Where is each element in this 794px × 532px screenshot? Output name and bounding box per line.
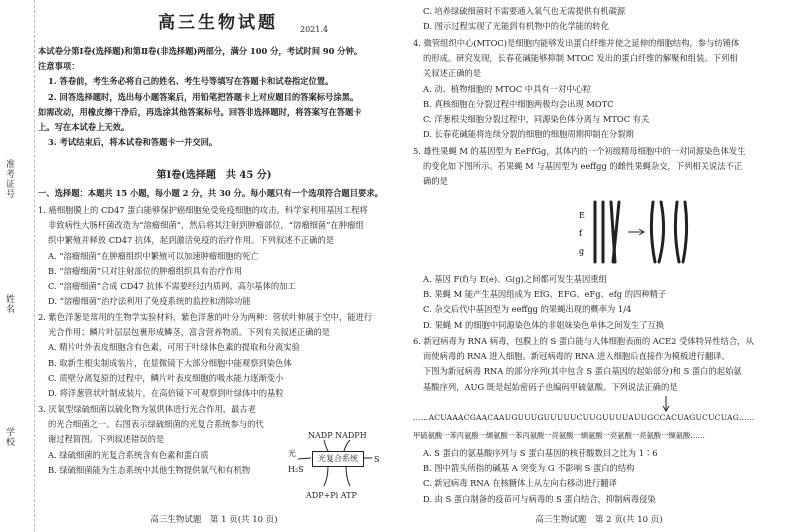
page-1 (38, 0, 390, 532)
atp-label: ADP+Pi ATP (306, 491, 357, 500)
question-1 (38, 203, 390, 309)
question-text: 而使病毒的 RNA 进入细胞。新冠病毒的 RNA 进入细胞后直接作为模板进行翻译。 (423, 351, 730, 362)
h2s-label: H₂S (288, 465, 304, 474)
page-footer: 高三生物试题 第 2 页(共 10 页) (535, 514, 663, 525)
page-2 (413, 0, 785, 532)
nadp-label: NADP NADPH (308, 431, 367, 440)
question-6-options (413, 446, 785, 507)
option-b: B. 图中箭头所指的碱基 A 突变为 G 不影响 S 蛋白的结构 (423, 463, 635, 474)
question-text: 下图为新冠病毒 RNA 的部分序列(其中包含 S 蛋白基因的起始部分)和 S 蛋白的起始氨 (423, 366, 742, 377)
gene-f-label: f (579, 229, 582, 238)
light-label: 光 (288, 449, 296, 458)
option-d: D. “溶瘤细菌”治疗法利用了免疫系统的监控和清除功能 (48, 296, 251, 307)
option-c: C. 新冠病毒 RNA 在核糖体上从左向右移动进行翻译 (423, 478, 617, 489)
binding-gutter (0, 0, 35, 532)
intro-line: 如需改动，用橡皮擦干净后，再选涂其他答案标号。回答非选择题时，将答案写在答题卡 (38, 106, 362, 117)
question-text: 5. 雄性果蝇 M 的基因型为 EeFfGg，其体内的一个初级精母细胞中的一对同源染色体发生 (413, 146, 746, 156)
photosystem-diagram (288, 426, 388, 516)
question-2 (38, 310, 390, 401)
question-text: 6. 新冠病毒为 RNA 病毒，包膜上的 S 蛋白能与人体细胞表面的 ACE2 受体特异性结合，从 (413, 336, 754, 346)
question-text: 的变化如下图所示。若果蝇 M 与基因型为 eeffgg 的雌性果蝇杂交，下列相关说法不正 (423, 161, 743, 172)
page-footer: 高三生物试题 第 1 页(共 10 页) (150, 514, 278, 525)
option-a: A. 动、植物细胞的 MTOC 中具有一对中心粒 (423, 83, 592, 94)
question-5 (413, 144, 785, 190)
question-6 (413, 334, 785, 395)
option-d: D. 将洋葱管状叶制成装片，在高倍镜下可观察到叶绿体中的基粒 (48, 388, 284, 399)
gene-e-label: E (579, 211, 585, 220)
option-a: A. 基因 F(f)与 E(e)、G(g)之间都可发生基因重组 (423, 274, 607, 284)
exam-date: 2021.4 (300, 25, 328, 34)
question-text: 关叙述正确的是 (423, 68, 482, 79)
question-text: 确的是 (423, 176, 448, 187)
question-text: 织中繁殖并释放 CD47 抗体，起到激活免疫的治疗作用。下列叙述不正确的是 (48, 235, 335, 246)
rna-sequence: ……ACUAAACGAACAAUGUUUGUUUUUCUUGUUUUAUUGCCACUAGUCUCUAG…… (413, 413, 755, 422)
gene-g-label: g (579, 247, 585, 256)
option-c: C. 杂交后代中基因型为 eeffgg 的果蝇出现的概率为 1/4 (423, 304, 632, 315)
question-5-options (413, 272, 785, 333)
question-text: 的光合细菌之一。右图表示绿硫细菌的光复合系统参与的代 (48, 419, 264, 430)
question-text: 1. 癌细胞膜上的 CD47 蛋白能够保护癌细胞免受免疫细胞的攻击。科学家利用基因工程将 (38, 205, 368, 215)
option-b: B. 绿硫细菌能为生态系统中其他生物提供氧气和有机物 (48, 464, 251, 475)
intro-line: 2. 回答选择题时，选出每小题答案后，用铅笔把答题卡上对应题目的答案标号涂黑。 (48, 91, 359, 102)
section-heading: 第Ⅰ卷(选择题 共 45 分) (156, 170, 272, 181)
option-b: B. “溶瘤细菌”只对注射部位的肿瘤组织具有治疗作用 (48, 265, 243, 276)
option-d: D. 果蝇 M 的细胞中同源染色体的非姐妹染色单体之间发生了互换 (423, 319, 665, 330)
question-text: 的形成。研究发现，长春花碱能够抑制 MTOC 发出的蛋白纤维的解聚和组装。下列相 (423, 53, 738, 64)
question-text: 基酸序列，AUG 既是起始密码子也编码甲硫氨酸。下列说法正确的是 (423, 381, 678, 392)
question-3 (38, 402, 288, 478)
option-c: C. “溶瘤细菌”合成 CD47 抗体不需要经过内质网、高尔基体的加工 (48, 281, 296, 292)
question-3-continued (413, 4, 785, 34)
school-label: 学校 (6, 428, 16, 448)
option-a: A. “溶瘤细菌”在肿瘤组织中繁殖可以加速肿瘤细胞的死亡 (48, 250, 259, 261)
question-text: 4. 微管组织中心(MTOC)是细胞内能够发出蛋白纤维并使之延伸的细胞结构，参与纺锤体 (413, 38, 740, 48)
option-a: A. 绿硫细菌的光复合系统含有色素和蛋白质 (48, 449, 209, 460)
amino-acid-sequence: 甲硫氨酸一苯丙氨酸一缬氨酸一苯丙氨酸一亮氨酸一缬氨酸一亮氨酸一亮氨酸一缬氨酸…… (413, 431, 705, 440)
option-a: A. 精片叶外表皮细胞含有色素，可用于叶绿体色素的提取和分离实验 (48, 342, 300, 353)
option-c: C. 培养绿硫细菌时不需要通入氧气也无需提供有机碳源 (423, 6, 626, 16)
option-a: A. S 蛋白的氨基酸序列与 S 蛋白基因的核苷酸数目之比为 1∶6 (423, 448, 658, 458)
option-b: B. 取新生根尖制成装片，在显微镜下大部分细胞中能观察到染色体 (48, 357, 292, 368)
question-4 (413, 36, 785, 142)
intro-line: 3. 考试结束后，将本试卷和答题卡一并交回。 (48, 137, 218, 148)
question-text: 3. 厌氧型绿硫细菌以硫化物为氢供体进行光合作用，最古老 (38, 404, 256, 414)
option-c: C. 质壁分离复原的过程中，鳞片叶表皮细胞的吸水能力逐渐变小 (48, 372, 284, 383)
question-text: 光合作用；鳞片叶层层包裹形成鳞茎，富含营养物质。下列有关叙述正确的是 (48, 327, 331, 338)
option-b: B. 果蝇 M 能产生基因组成为 EfG、EFG、eFg、efg 的四种精子 (423, 289, 667, 300)
exam-number-label: 准考证号 (6, 160, 16, 200)
option-d: D. 图示过程实现了光能到有机物中的化学能的转化 (423, 21, 609, 32)
option-c: C. 洋葱根尖细胞分裂过程中，同源染色体分离与 MTOC 有关 (423, 114, 650, 125)
name-label: 姓名 (6, 295, 16, 315)
question-text: 2. 紫色洋葱是常用的生物学实验材料，紫色洋葱的叶分为两种：管状叶伸展于空中，能进行 (38, 312, 373, 322)
section-instruction: 一、选择题：本题共 15 小题，每小题 2 分，共 30 分。每小题只有一个选项符合题目要求。 (38, 188, 383, 198)
option-d: D. 长春花碱能将连续分裂的细胞的细胞周期抑制在分裂期 (423, 129, 634, 140)
intro-line: 上。写在本试卷上无效。 (38, 122, 130, 133)
photosystem-box: 光复合系统 (312, 451, 364, 467)
chromosome-figure (573, 196, 703, 270)
option-b: B. 真核细胞在分裂过程中细胞两极均会出现 MOTC (423, 98, 614, 109)
intro-line: 注意事项： (38, 61, 80, 72)
diagram-arrows (288, 426, 388, 516)
option-d: D. 由 S 蛋白制备的疫苗可与病毒的 S 蛋白结合，抑制病毒侵染 (423, 493, 656, 504)
page-title: 高三生物试题 (158, 13, 278, 33)
intro-line: 1. 答卷前，考生务必将自己的姓名、考生号等填写在答题卡和试卷指定位置。 (48, 76, 334, 87)
intro-line: 本试卷分第Ⅰ卷(选择题)和第Ⅱ卷(非选择题)两部分，满分 100 分，考试时间 90 分钟。 (38, 46, 363, 56)
question-text: 谢过程简图。下列叙述错误的是 (48, 434, 165, 445)
question-text: 非致病性大肠杆菌改造为“溶瘤细菌”，然后将其注射到肿瘤部位，“溶瘤细菌”在肿瘤组 (48, 220, 364, 231)
s-label: S (374, 455, 380, 464)
